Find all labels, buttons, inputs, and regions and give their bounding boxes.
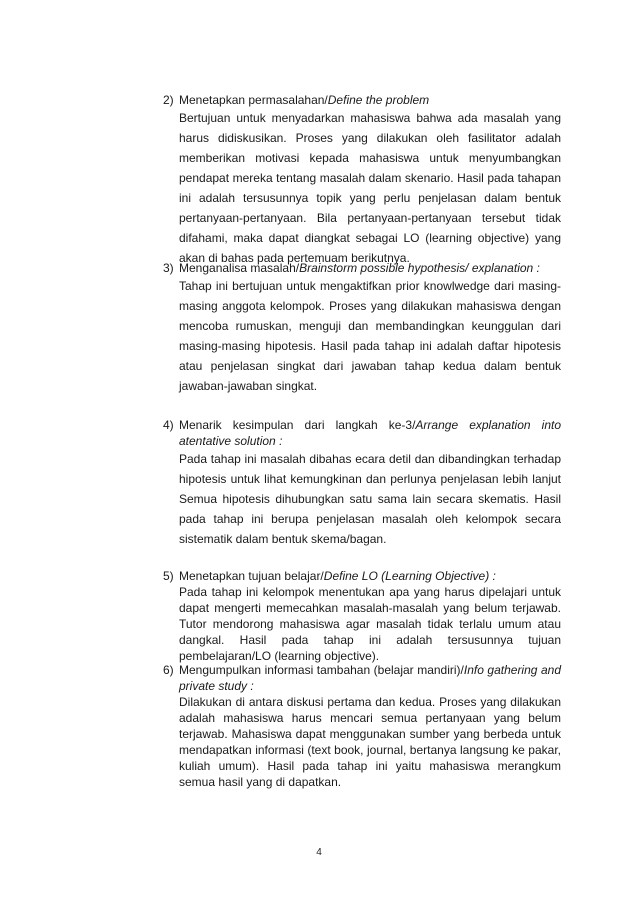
list-item-title-text: Menetapkan tujuan belajar/ — [179, 569, 324, 583]
list-item-title-italic: Arrange explanation into atentative solution : — [179, 418, 562, 448]
list-item — [163, 260, 561, 417]
list-item-number: 5) — [163, 569, 174, 583]
list-item-number: 4) — [163, 418, 174, 432]
list-item-title-text: Menarik kesimpulan dari langkah ke-3/ — [179, 418, 416, 432]
list-item-number: 3) — [163, 261, 174, 275]
list-item-body: Bertujuan untuk menyadarkan mahasiswa bahwa ada masalah yang harus didiskusikan. Proses yang dilakukan oleh fasilitator adalah memberikan motivasi kepada mahasiswa untuk menyumbangkan pendapat mereka tentang masalah dalam skenario. Hasil pada tahapan ini adalah tersusunnya topik yang perlu penjelasan dalam bentuk pertanyaan-pertanyaan. Bila pertanyaan-pertanyaan tersebut tidak difahami, maka dapat diangkat sebagai LO (learning objective) yang akan di bahas pada pertemuam berikutnya. — [179, 111, 561, 265]
list-item — [163, 417, 561, 568]
list-item — [163, 662, 561, 790]
list-item-title-italic: Info gathering and private study : — [179, 663, 561, 693]
list-item-title-text: Menetapkan permasalahan/ — [179, 93, 328, 107]
list-item-title-text: Mengumpulkan informasi tambahan (belajar mandiri)/ — [179, 663, 464, 677]
list-item — [163, 568, 561, 662]
list-item-body: Dilakukan di antara diskusi pertama dan kedua. Proses yang dilakukan adalah mahasiswa harus mencari semua pertanyaan yang belum terjawab. Mahasiswa dapat menggunakan sumber yang berbeda untuk mendapatkan informasi (text book, journal, bertanya langsung ke pakar, kuliah umum). Hasil pada tahap ini yaitu mahasiswa merangkum semua hasil yang di dapatkan. — [179, 695, 561, 789]
list-item-number: 2) — [163, 93, 174, 107]
list-item-body: Tahap ini bertujuan untuk mengaktifkan prior knowlwedge dari masing-masing anggota kelompok. Proses yang dilakukan mahasiswa dengan mencoba rumuskan, menguji dan membandingkan keunggulan dari masing-masing hipotesis. Hasil pada tahap ini adalah daftar hipotesis atau penjelasan singkat dari jawaban tahap kedua dalam bentuk jawaban-jawaban singkat. — [179, 279, 561, 393]
list-item-title — [179, 417, 561, 449]
list-item-title-text: Menganalisa masalah/ — [179, 261, 300, 275]
list-item-title — [179, 92, 561, 108]
list-item-number: 6) — [163, 663, 174, 677]
list-item-title-italic: Define the problem — [327, 93, 430, 107]
list-item-title — [179, 260, 561, 276]
list-item-body: Pada tahap ini masalah dibahas ecara detil dan dibandingkan terhadap hipotesis untuk lihat kemungkinan dan perlunya penjelasan lebih lanjut Semua hipotesis dihubungkan satu sama lain secara skematis. Hasil pada tahap ini berupa penjelasan masalah oleh kelompok secara sistematik dalam bentuk skema/bagan. — [179, 452, 561, 546]
list-item-title — [179, 568, 561, 584]
page-number: 4 — [316, 847, 322, 858]
list-item-title-italic: Define LO (Learning Objective) : — [323, 569, 496, 583]
list-item-title-italic: Brainstorm possible hypothesis/ explanation : — [299, 261, 540, 275]
numbered-list — [163, 92, 561, 790]
list-item-title — [179, 662, 561, 694]
list-item-body: Pada tahap ini kelompok menentukan apa yang harus dipelajari untuk dapat mengerti memecahkan masalah-masalah yang belum terjawab. Tutor mendorong mahasiswa agar masalah tidak terlalu umum atau dangkal. Hasil pada tahap ini adalah tersusunnya tujuan pembelajaran/LO (learning objective). — [179, 585, 561, 663]
list-item — [163, 92, 561, 265]
